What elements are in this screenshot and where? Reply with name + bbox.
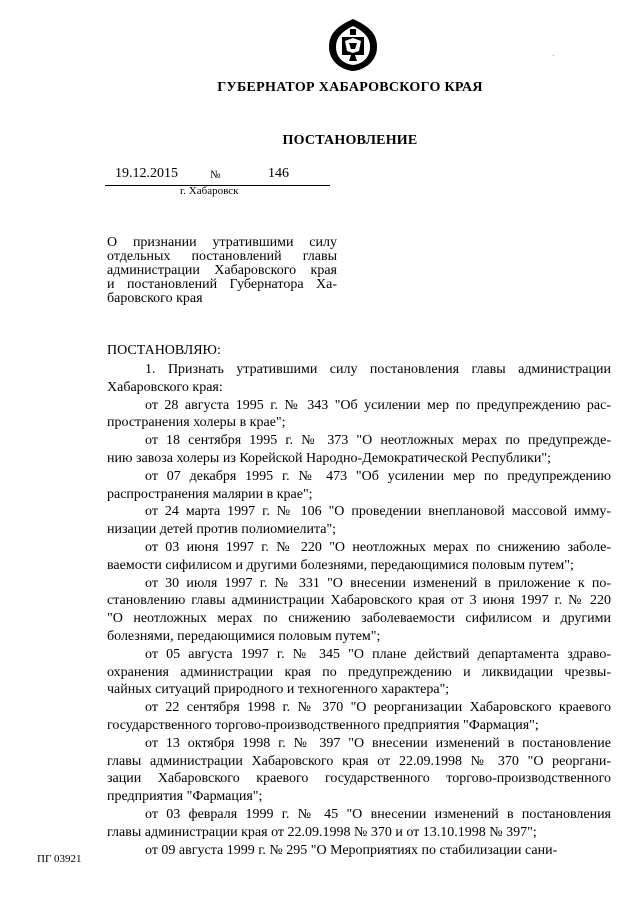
body-line: от 28 августа 1995 г. № 343 "Об усилении мер по предупреждению рас- xyxy=(145,397,611,413)
body-line: зации Хабаровского краевого государственного торгово-производственного xyxy=(107,771,611,787)
body-line: распространения малярии в крае"; xyxy=(107,486,313,502)
body-line: от 30 июля 1997 г. № 331 "О внесении изменений в приложение к по- xyxy=(145,575,611,591)
body-line: от 13 октября 1998 г. № 397 "О внесении изменений в постановление xyxy=(145,735,611,751)
date-number-line xyxy=(105,166,330,186)
city-label: г. Хабаровск xyxy=(180,185,239,197)
subject-line: отдельных постановлений главы xyxy=(107,249,337,264)
subject-line: администрации Хабаровского края xyxy=(107,263,337,278)
body-line: от 22 сентября 1998 г. № 370 "О реорганизации Хабаровского краевого xyxy=(145,700,611,716)
body-line: от 03 июня 1997 г. № 220 "О неотложных мерах по снижению заболе- xyxy=(145,539,611,555)
body-line: нию завоза холеры из Корейской Народно-Демократической Республики"; xyxy=(107,450,551,466)
coat-of-arms-icon xyxy=(325,17,381,73)
scan-dot xyxy=(553,55,554,56)
body-line: предприятия "Фармация"; xyxy=(107,789,263,805)
body-line: чайных ситуаций природного и техногенного характера"; xyxy=(107,682,450,698)
body-line: главы администрации края от 22.09.1998 № 370 и от 13.10.1998 № 397"; xyxy=(107,824,537,840)
body-line: от 07 декабря 1995 г. № 473 "Об усилении мер по предупреждению xyxy=(145,468,611,484)
org-title: ГУБЕРНАТОР ХАБАРОВСКОГО КРАЯ xyxy=(217,80,483,95)
document-subject xyxy=(107,236,337,306)
body-line: низации детей против полиомиелита"; xyxy=(107,522,337,538)
document-body xyxy=(107,361,611,859)
body-line: 1. Признать утратившими силу постановления главы администрации xyxy=(145,362,611,377)
body-line: от 18 сентября 1995 г. № 373 "О неотложных мерах по предупрежде- xyxy=(145,433,611,449)
subject-line: баровского края xyxy=(107,291,203,306)
body-line: болезнями, передающимися половым путем"; xyxy=(107,628,381,644)
body-line: охранения администрации края по предупреждению и ликвидации чрезвы- xyxy=(107,664,611,680)
body-line: от 05 августа 1997 г. № 345 "О плане действий департамента здраво- xyxy=(145,646,611,662)
body-line: от 09 августа 1999 г. № 295 "О Мероприятиях по стабилизации сани- xyxy=(145,842,558,858)
document-number: 146 xyxy=(268,166,289,181)
body-line: пространения холеры в крае"; xyxy=(107,415,286,431)
body-line: от 24 марта 1997 г. № 106 "О проведении внеплановой массовой имму- xyxy=(145,504,611,520)
body-line: государственного торгово-производственного предприятия "Фармация"; xyxy=(107,717,539,733)
body-line: Хабаровского края: xyxy=(107,379,223,395)
decree-word: ПОСТАНОВЛЯЮ: xyxy=(107,343,221,358)
body-line: от 03 февраля 1999 г. № 45 "О внесении изменений в постановления xyxy=(145,806,611,822)
body-line: становлению главы администрации Хабаровского края от 3 июня 1997 г. № 220 xyxy=(107,593,611,609)
document-date: 19.12.2015 xyxy=(115,166,178,181)
body-line: ваемости сифилисом и другими болезнями, передающимися половым путем"; xyxy=(107,557,574,573)
subject-line: и постановлений Губернатора Ха- xyxy=(107,277,337,292)
document-type: ПОСТАНОВЛЕНИЕ xyxy=(282,133,418,148)
footer-code: ПГ 03921 xyxy=(37,853,82,865)
body-line: главы администрации Хабаровского края от 22.09.1998 № 370 "О реоргани- xyxy=(107,753,611,769)
number-sign: № xyxy=(210,169,221,181)
body-line: "О неотложных мерах по снижению заболеваемости сифилисом и другими xyxy=(107,611,611,627)
subject-line: О признании утратившими силу xyxy=(107,235,337,250)
